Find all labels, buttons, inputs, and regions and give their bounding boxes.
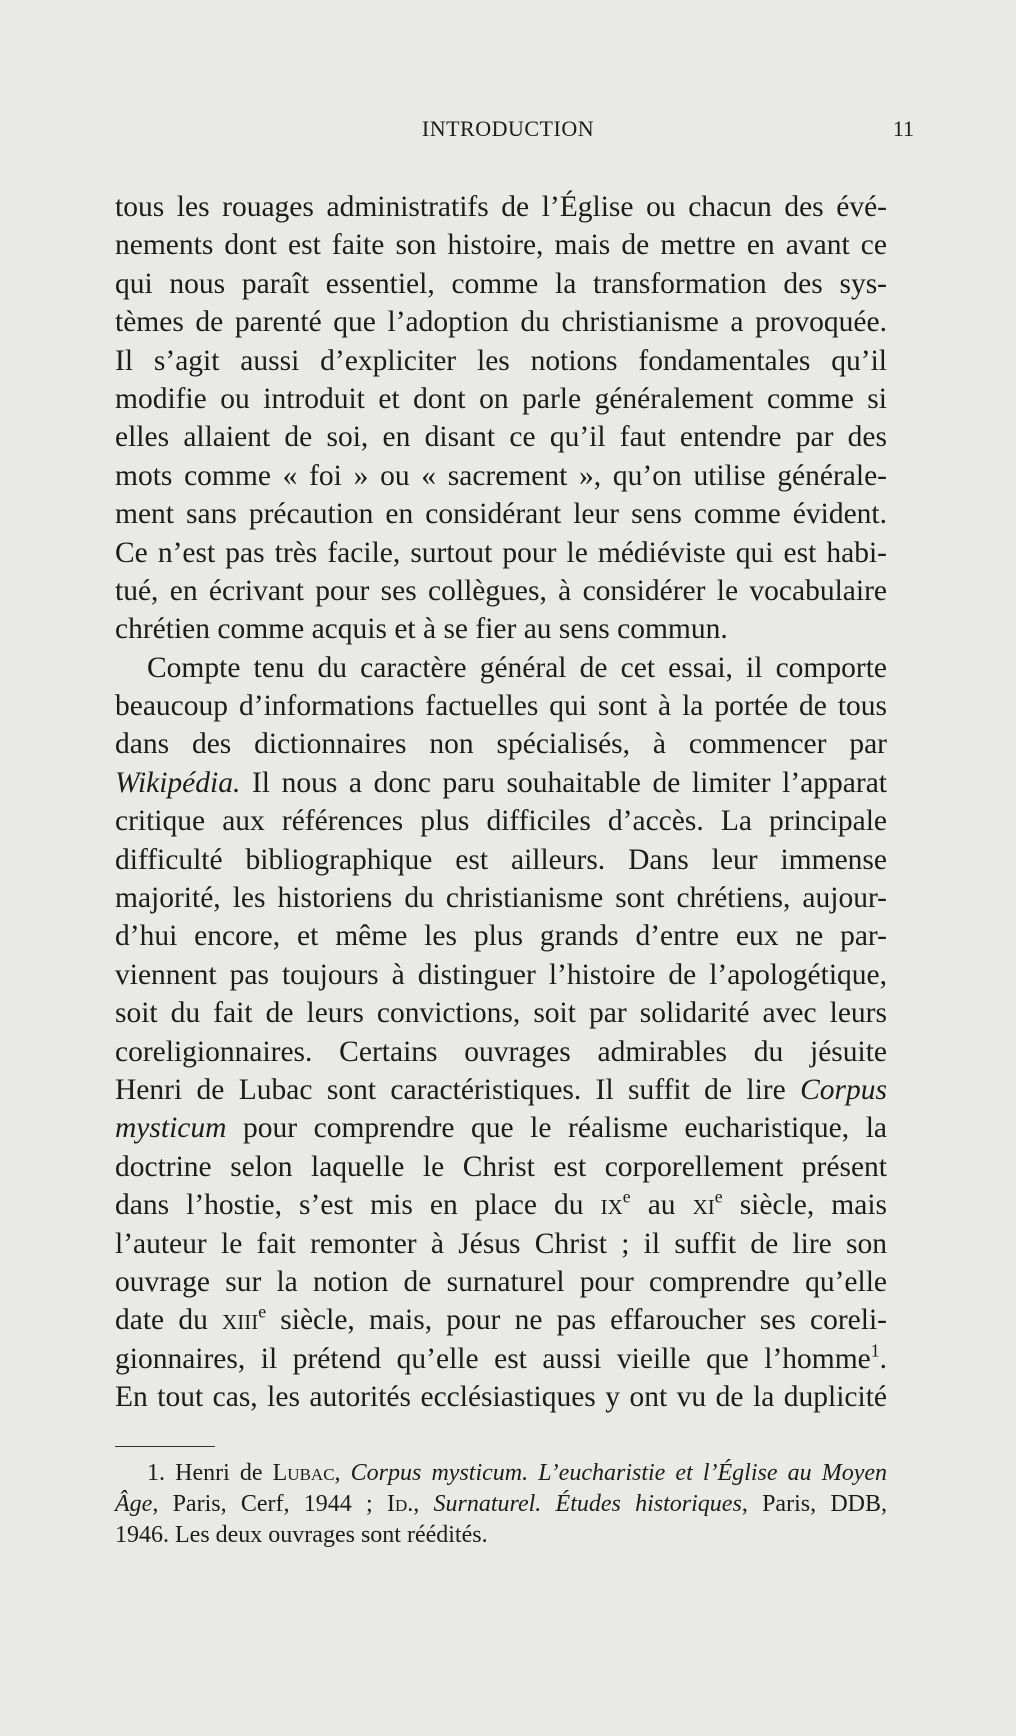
- century-numeral: xiii: [222, 1304, 259, 1337]
- text-line: ouvrage sur la notion de surnaturel pour comprendre qu’elle: [115, 1265, 887, 1298]
- text-line: d’hui encore, et même les plus grands d’entre eux ne par-: [115, 920, 887, 953]
- author-name: Lubac: [272, 1460, 335, 1486]
- page-number: 11: [892, 116, 914, 141]
- text-line: soit du fait de leurs convictions, soit par solidarité avec leurs: [115, 997, 887, 1030]
- book-title: Âge: [115, 1491, 153, 1517]
- text-line: Henri de Lubac sont caractéristiques. Il suffit de lire Corpus: [115, 1073, 887, 1106]
- text-line: l’auteur le fait remonter à Jésus Christ ; il suffit de lire son: [115, 1227, 887, 1260]
- text-line: chrétien comme acquis et à se fier au sens commun.: [115, 613, 728, 646]
- text-line: elles allaient de soi, en disant ce qu’il faut entendre par des: [115, 421, 887, 454]
- italic-title: mysticum: [115, 1112, 227, 1145]
- text-line: modifie ou introduit et dont on parle généralement comme si: [115, 382, 887, 415]
- running-title: INTRODUCTION: [421, 116, 595, 141]
- century-numeral: ix: [600, 1189, 623, 1222]
- body-text: [115, 188, 887, 1417]
- text-line: gionnaires, il prétend qu’elle est aussi vieille que l’homme$^1$.: [115, 1340, 887, 1375]
- text-line: mysticum pour comprendre que le réalisme eucharistique, la: [115, 1112, 887, 1145]
- text-line: beaucoup d’informations factuelles qui sont à la portée de tous: [115, 690, 887, 723]
- text-line: Ce n’est pas très facile, surtout pour le médiéviste qui est habi-: [115, 536, 887, 569]
- text-line: nements dont est faite son histoire, mais de mettre en avant ce: [115, 229, 887, 262]
- text-line: viennent pas toujours à distinguer l’histoire de l’apologétique,: [115, 958, 887, 991]
- footnote-ref: 1: [870, 1340, 880, 1361]
- footnote-line: 1946. Les deux ouvrages sont réédités.: [115, 1522, 488, 1548]
- footnote-line: 1. Henri de Lubac, Corpus mysticum. L’eucharistie et l’Église au Moyen: [147, 1460, 888, 1486]
- text-line: date du xiii$^e$ siècle, mais, pour ne pas effaroucher ses coreli-: [115, 1301, 887, 1337]
- footnote-line: Âge, Paris, Cerf, 1944 ; Id., Surnaturel. Études historiques, Paris, DDB,: [115, 1491, 888, 1517]
- italic-title: Corpus: [800, 1073, 887, 1106]
- text-line: dans des dictionnaires non spécialisés, à commencer par: [115, 728, 887, 761]
- text-line: En tout cas, les autorités ecclésiastiques y ont vu de la duplicité: [115, 1381, 887, 1414]
- ibid-abbrev: Id.: [386, 1491, 414, 1517]
- text-line: majorité, les historiens du christianisme sont chrétiens, aujour-: [115, 882, 887, 915]
- footnotes: [115, 1458, 887, 1551]
- book-title: Corpus mysticum. L’eucharistie et l’Église au Moyen: [350, 1460, 888, 1486]
- footnote-rule: [115, 1446, 215, 1447]
- text-line: tèmes de parenté que l’adoption du christianisme a provoquée.: [115, 306, 887, 339]
- text-line: tué, en écrivant pour ses collègues, à considérer le vocabulaire: [115, 574, 887, 607]
- running-head: [0, 116, 1016, 146]
- text-line: mots comme « foi » ou « sacrement », qu’on utilise générale-: [115, 459, 887, 492]
- text-line: dans l’hostie, s’est mis en place du $ix^e$ au $xi^e$ siècle, mais: [115, 1186, 888, 1222]
- text-line: critique aux références plus difficiles d’accès. La principale: [115, 805, 887, 838]
- text-line: qui nous paraît essentiel, comme la transformation des sys-: [115, 267, 887, 300]
- text-line: coreligionnaires. Certains ouvrages admirables du jésuite: [115, 1035, 887, 1068]
- text-line: difficulté bibliographique est ailleurs. Dans leur immense: [115, 843, 887, 876]
- text-line: tous les rouages administratifs de l’Église ou chacun des évé-: [115, 191, 887, 223]
- text-line: ment sans précaution en considérant leur sens comme évident.: [115, 498, 887, 531]
- text-line: Il s’agit aussi d’expliciter les notions fondamentales qu’il: [115, 344, 887, 377]
- text-line: Compte tenu du caractère général de cet essai, il comporte: [147, 651, 887, 684]
- text-line: Wikipédia. Il nous a donc paru souhaitable de limiter l’apparat: [115, 766, 887, 799]
- book-title: Surnaturel. Études historiques: [433, 1491, 742, 1517]
- century-numeral: xi: [692, 1189, 715, 1222]
- text-line: doctrine selon laquelle le Christ est corporellement présent: [115, 1150, 887, 1183]
- italic-title: Wikipédia.: [115, 766, 241, 799]
